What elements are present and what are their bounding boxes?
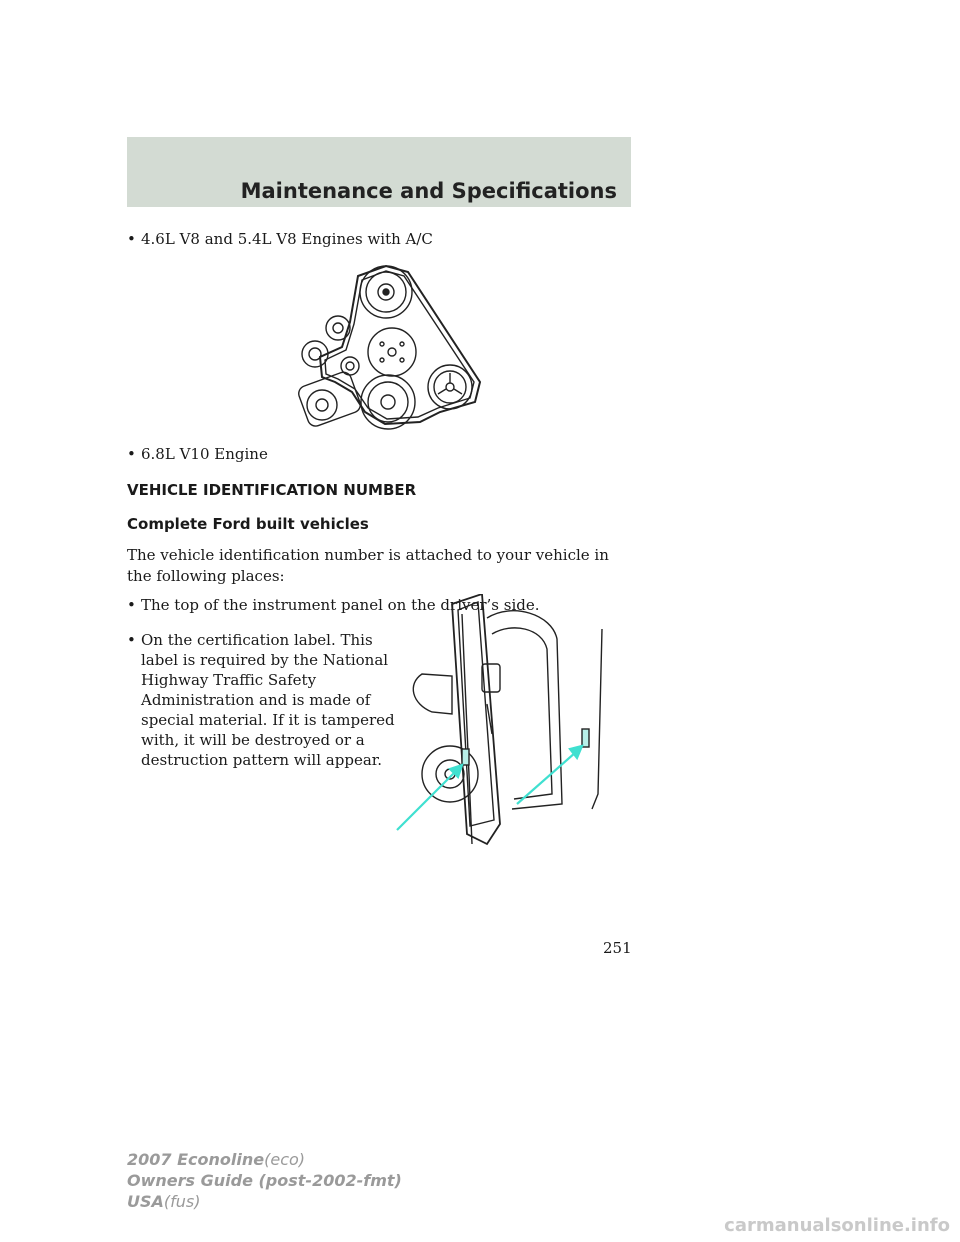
bullet-certification-label	[127, 630, 395, 770]
watermark: carmanualsonline.info	[724, 1215, 950, 1236]
belt-routing-diagram	[290, 262, 490, 432]
certification-line: Highway Traffic Safety	[141, 671, 317, 689]
certification-line: On the certification label. This	[141, 631, 373, 649]
bullet-engine-68-text: 6.8L V10 Engine	[141, 445, 268, 463]
bullet-engine-46-text: 4.6L V8 and 5.4L V8 Engines with A/C	[141, 230, 433, 248]
vin-label-location-illustration	[392, 594, 612, 856]
sub-heading: Complete Ford built vehicles	[127, 515, 369, 533]
bullet-engine-46	[127, 229, 433, 249]
certification-line: special material. If it is tampered	[141, 711, 395, 729]
footer-model-code: (eco)	[264, 1150, 306, 1169]
section-title: Maintenance and Specifications	[240, 179, 617, 203]
bullet-symbol: •	[127, 445, 136, 463]
section-header-band	[127, 137, 631, 207]
document-footer	[127, 1149, 402, 1212]
page-number: 251	[603, 939, 632, 957]
certification-line: label is required by the National	[141, 651, 389, 669]
footer-market-code: (fus)	[163, 1192, 201, 1211]
bullet-instrument-panel-text: The top of the instrument panel on the driver’s side.	[141, 596, 540, 614]
certification-line: destruction pattern will appear.	[141, 751, 383, 769]
bullet-symbol: •	[127, 631, 136, 649]
bullet-engine-68	[127, 444, 268, 464]
footer-market: USA	[127, 1192, 164, 1211]
footer-guide: Owners Guide (post-2002-fmt)	[127, 1171, 402, 1190]
certification-line: Administration and is made of	[141, 691, 371, 709]
bullet-symbol: •	[127, 596, 136, 614]
bullet-symbol: •	[127, 230, 136, 248]
section-heading: VEHICLE IDENTIFICATION NUMBER	[127, 481, 417, 499]
footer-model: 2007 Econoline	[127, 1150, 265, 1169]
certification-line: with, it will be destroyed or a	[141, 731, 365, 749]
intro-paragraph: The vehicle identification number is attached to your vehicle in the following places:	[127, 546, 609, 585]
